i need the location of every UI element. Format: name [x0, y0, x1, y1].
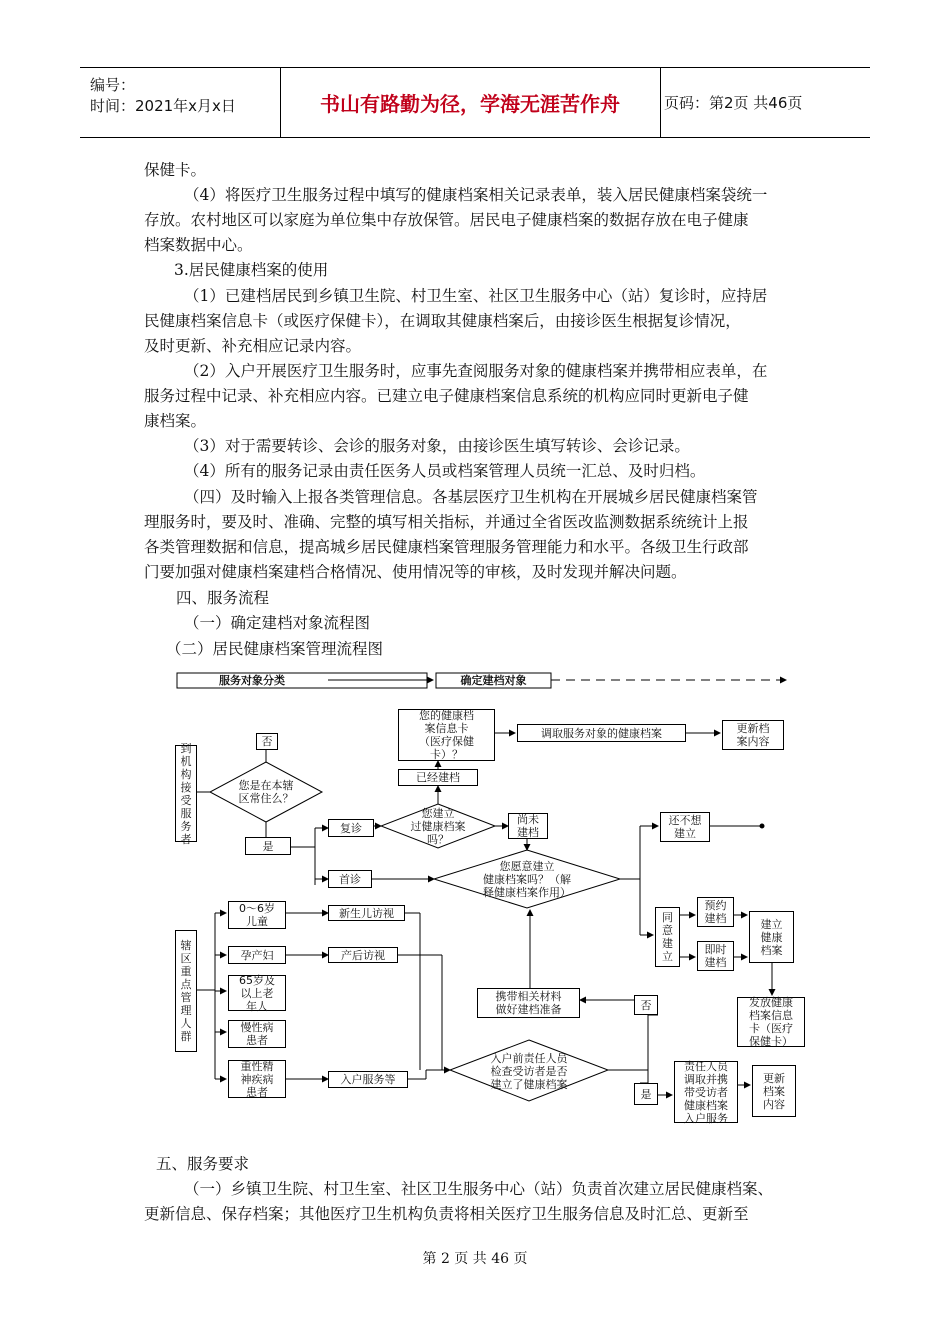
node-card-question: 您的健康档 案信息卡 （医疗保健 卡）？ [398, 709, 495, 761]
body-line: 档案数据中心。 [144, 236, 253, 254]
node-chronic: 慢性病 患者 [228, 1020, 286, 1048]
header-page-info: 页码：第2页 共46页 [664, 94, 803, 112]
node-yes: 是 [245, 837, 291, 855]
node-postpartum-visit: 产后访视 [328, 947, 398, 963]
label-built-question: 您建立 过健康档案 吗？ [410, 806, 466, 846]
page-footer: 第 2 页 共 46 页 [422, 1251, 528, 1267]
body-line: （四）及时输入上报各类管理信息。各基层医疗卫生机构在开展城乡居民健康档案管 [184, 488, 758, 506]
banner-right-label: 确定建档对象 [460, 674, 527, 687]
node-not-want: 还不想 建立 [660, 812, 710, 842]
section-heading: 四、服务流程 [176, 589, 270, 607]
node-build-record: 建立 健康 档案 [749, 911, 794, 963]
node-not-yet-built: 尚未 建档 [508, 813, 548, 839]
body-line: （1）已建档居民到乡镇卫生院、村卫生室、社区卫生服务中心（站）复诊时，应持居 [184, 287, 768, 305]
node-yes-2: 是 [634, 1083, 658, 1105]
body-line: （4）将医疗卫生服务过程中填写的健康档案相关记录表单，装入居民健康档案袋统一 [184, 186, 768, 204]
body-line: 各类管理数据和信息，提高城乡居民健康档案管理服务管理能力和水平。各级卫生行政部 [144, 538, 749, 556]
document-number-label: 编号： [90, 76, 136, 94]
node-retrieve-record: 调取服务对象的健康档案 [517, 724, 686, 742]
node-visitors: 到 机 构 接 受 服 务 者 [175, 745, 197, 842]
label-resident-question: 您是在本辖 区常住么？ [238, 779, 294, 805]
page-header [80, 67, 870, 138]
body-line: 更新信息、保存档案；其他医疗卫生机构负责将相关医疗卫生服务信息及时汇总、更新至 [144, 1205, 749, 1223]
body-line: （一）乡镇卫生院、村卫生室、社区卫生服务中心（站）负责首次建立居民健康档案、 [184, 1180, 774, 1198]
node-no-2: 否 [634, 995, 658, 1015]
node-no: 否 [256, 733, 278, 750]
section-heading: 3.居民健康档案的使用 [174, 261, 329, 279]
banner-left-label: 服务对象分类 [219, 674, 285, 687]
node-update-record: 更新档 案内容 [722, 720, 784, 750]
section-heading: 五、服务要求 [156, 1155, 250, 1173]
node-appointment: 预约 建档 [697, 897, 734, 927]
body-line: （4）所有的服务记录由责任医务人员或档案管理人员统一汇总、及时归档。 [184, 462, 706, 480]
subsection-heading: （一）确定建档对象流程图 [184, 614, 371, 632]
node-home-service: 入户服务等 [328, 1071, 408, 1088]
document-date-label: 时间：2021年x月x日 [90, 97, 236, 115]
node-elderly: 65岁及 以上老 年人 [228, 975, 286, 1011]
node-mental: 重性精 神疾病 患者 [228, 1060, 286, 1098]
node-instant: 即时 建档 [697, 941, 734, 971]
label-check-question: 入户前责任人员 检查受访者是否 建立了健康档案 [490, 1051, 568, 1091]
node-update-record-2: 更新 档案 内容 [752, 1065, 796, 1117]
node-responsible-staff: 责任人员 调取并携 带受访者 健康档案 入户服务 [674, 1061, 738, 1123]
body-line: 康档案。 [144, 412, 207, 430]
node-pregnant: 孕产妇 [228, 946, 286, 964]
node-issue-card: 发放健康 档案信息 卡（医疗 保健卡） [737, 997, 805, 1047]
body-line: 服务过程中记录、补充相应内容。已建立电子健康档案信息系统的机构应同时更新电子健 [144, 387, 749, 405]
body-line: 理服务时，要及时、准确、完整的填写相关指标，并通过全省医改监测数据系统统计上报 [144, 513, 749, 531]
body-line: 门要加强对健康档案建档合格情况、使用情况等的审核，及时发现并解决问题。 [144, 563, 687, 581]
body-line: 存放。农村地区可以家庭为单位集中存放保管。居民电子健康档案的数据存放在电子健康 [144, 211, 749, 229]
node-carry-materials: 携带相关材料 做好建档准备 [477, 988, 580, 1018]
health-record-flowchart [150, 665, 830, 1145]
header-motto: 书山有路勤为径，学海无涯苦作舟 [280, 68, 661, 137]
body-line: （3）对于需要转诊、会诊的服务对象，由接诊医生填写转诊、会诊记录。 [184, 437, 690, 455]
body-line: 及时更新、补充相应记录内容。 [144, 337, 362, 355]
node-first-visit: 首诊 [328, 870, 372, 888]
body-line: 民健康档案信息卡（或医疗保健卡），在调取其健康档案后，由接诊医生根据复诊情况， [144, 312, 741, 330]
body-line: （2）入户开展医疗卫生服务时，应事先查阅服务对象的健康档案并携带相应表单，在 [184, 362, 768, 380]
node-already-built: 已经建档 [398, 769, 478, 786]
node-key-groups: 辖 区 重 点 管 理 人 群 [175, 930, 197, 1052]
node-agree: 同 意 建 立 [655, 907, 680, 967]
node-children: 0～6岁 儿童 [228, 901, 286, 929]
node-revisit: 复诊 [328, 819, 374, 837]
header-meta [80, 68, 281, 137]
label-willing-question: 您愿意建立 健康档案吗？（解 释健康档案作用） [483, 859, 571, 899]
node-newborn-visit: 新生儿访视 [328, 905, 405, 921]
subsection-heading: （二）居民健康档案管理流程图 [166, 640, 384, 658]
body-line: 保健卡。 [144, 161, 207, 179]
